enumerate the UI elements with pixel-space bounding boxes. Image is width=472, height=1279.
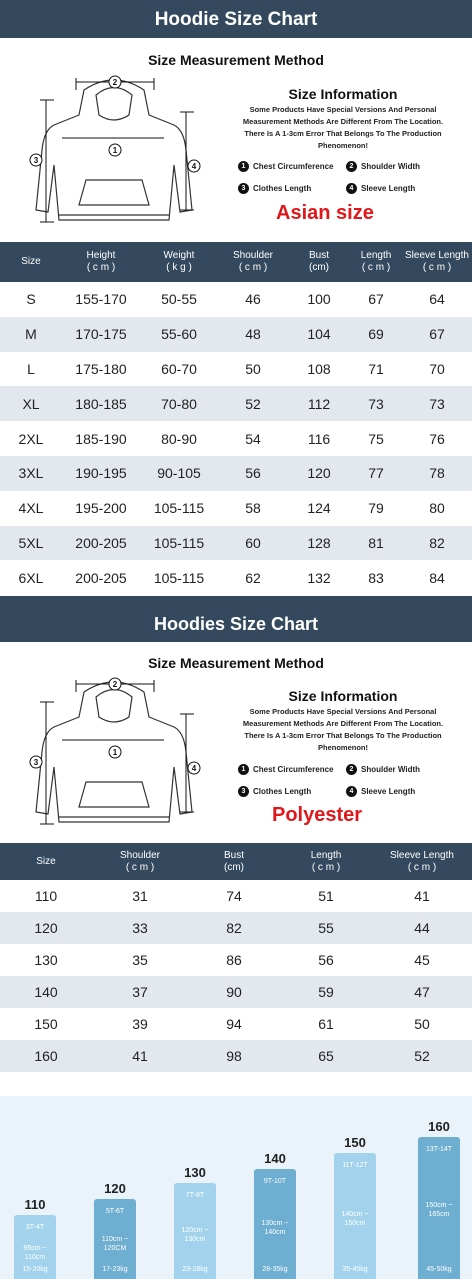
bar-size-label: 150 [344, 1135, 366, 1150]
table-cell: 200-205 [75, 569, 127, 586]
header-line-2: ( c m ) [86, 262, 116, 273]
table-cell: 90 [226, 984, 242, 1000]
header-line-1: Bust [308, 250, 329, 261]
table-cell: 39 [132, 1016, 148, 1032]
kids-method-title: Size Measurement Method [148, 655, 324, 671]
table-cell: 37 [132, 984, 148, 1000]
table-cell: 128 [307, 534, 331, 551]
kids-table-body [0, 880, 472, 1072]
table-cell: 105-115 [153, 569, 205, 586]
table-header-cell [402, 250, 472, 274]
table-cell: 64 [429, 291, 445, 308]
table-cell: 47 [414, 984, 430, 1000]
header-line-1: Length [360, 250, 392, 261]
table-cell: 124 [307, 500, 331, 517]
table-cell: 41 [414, 888, 430, 904]
legend-label: Shoulder Width [361, 764, 421, 774]
bar-weight: 15-20kg [22, 1266, 48, 1273]
svg-text:4: 4 [191, 162, 197, 171]
table-cell: 100 [307, 291, 331, 308]
bar-height: 140cm ~ 150cm [341, 1211, 369, 1227]
table-cell: 69 [368, 326, 384, 343]
table-cell: 116 [307, 430, 331, 447]
legend-num: 4 [346, 183, 357, 194]
table-cell: 73 [368, 395, 384, 412]
header-line-2: ( c m ) [361, 262, 391, 273]
header-line-2: (cm) [309, 262, 329, 273]
bar-age: 11T-12T [342, 1162, 368, 1169]
header-line-1: Length [310, 849, 342, 861]
table-cell: 120 [307, 465, 331, 482]
adult-table-header [0, 242, 472, 282]
table-header-cell [140, 250, 218, 274]
kids-size-info [232, 688, 454, 754]
legend-num: 3 [238, 183, 249, 194]
table-header-cell [188, 850, 280, 874]
size-bar [94, 1199, 136, 1279]
svg-text:3: 3 [33, 758, 39, 767]
table-header-cell [372, 850, 472, 874]
table-cell: XL [22, 395, 40, 412]
header-line-1: Size [21, 256, 41, 267]
table-header-cell [280, 850, 372, 874]
table-cell: 67 [368, 291, 384, 308]
table-cell: 77 [368, 465, 384, 482]
bar-weight: 28-35kg [262, 1266, 288, 1273]
table-cell: 150 [34, 1016, 58, 1032]
table-cell: 44 [414, 920, 430, 936]
table-row [0, 456, 472, 491]
top-legend [238, 155, 468, 199]
bar-height: 130cm ~ 140cm [261, 1220, 289, 1236]
table-cell: M [25, 326, 37, 343]
legend-label: Sleeve Length [361, 183, 416, 193]
table-cell: 6XL [18, 569, 44, 586]
header-line-1: Sleeve Length [390, 849, 454, 861]
table-header-cell [62, 250, 140, 274]
kids-banner: Hoodies Size Chart [0, 596, 472, 642]
polyester-tag: Polyester [272, 804, 363, 826]
table-cell: 56 [245, 465, 261, 482]
kids-table-header [0, 843, 472, 880]
hoodie-diagram-kids [14, 672, 214, 832]
table-header-cell [288, 250, 350, 274]
table-row [0, 1040, 472, 1072]
table-cell: 51 [318, 888, 334, 904]
bar-size-label: 140 [264, 1151, 286, 1166]
table-cell: 140 [34, 984, 58, 1000]
table-cell: 59 [318, 984, 334, 1000]
table-cell: 74 [226, 888, 242, 904]
table-cell: 31 [132, 888, 148, 904]
top-size-info [232, 86, 454, 152]
table-cell: 112 [307, 395, 331, 412]
table-cell: S [26, 291, 36, 308]
table-row [0, 386, 472, 421]
bar-weight: 17-23kg [102, 1266, 128, 1273]
legend-num: 3 [238, 786, 249, 797]
hoodie-diagram-top [14, 70, 214, 230]
table-cell: 132 [307, 569, 331, 586]
table-cell: 45 [414, 952, 430, 968]
table-cell: 33 [132, 920, 148, 936]
header-line-2: ( c m ) [422, 262, 452, 273]
table-cell: 3XL [18, 465, 44, 482]
asian-size-tag: Asian size [276, 202, 374, 224]
header-line-2: ( c m ) [311, 861, 341, 873]
bar-height: 110cm ~ 120CM [101, 1236, 129, 1252]
table-cell: 84 [429, 569, 445, 586]
table-cell: 130 [34, 952, 58, 968]
table-cell: 108 [307, 360, 331, 377]
table-cell: 94 [226, 1016, 242, 1032]
header-line-1: Weight [163, 250, 195, 261]
table-cell: 81 [368, 534, 384, 551]
top-banner: Hoodie Size Chart [0, 0, 472, 38]
table-header-cell [92, 850, 188, 874]
table-row [0, 976, 472, 1008]
header-line-2: ( c m ) [407, 861, 437, 873]
header-line-2: (cm) [224, 861, 244, 873]
table-row [0, 912, 472, 944]
table-cell: 5XL [18, 534, 44, 551]
bar-height: 120cm ~ 130cm [181, 1227, 209, 1243]
bar-weight: 23-28kg [182, 1266, 208, 1273]
svg-text:4: 4 [191, 764, 197, 773]
legend-label: Clothes Length [253, 786, 312, 796]
table-cell: 67 [429, 326, 445, 343]
table-cell: 4XL [18, 500, 44, 517]
header-line-1: Sleeve Length [405, 250, 469, 261]
table-cell: 54 [245, 430, 261, 447]
table-cell: 180-185 [75, 395, 127, 412]
table-cell: 62 [245, 569, 261, 586]
table-cell: 50 [414, 1016, 430, 1032]
svg-text:1: 1 [112, 748, 118, 757]
table-cell: 80 [429, 500, 445, 517]
table-cell: 60 [245, 534, 261, 551]
svg-text:2: 2 [112, 680, 118, 689]
table-cell: 86 [226, 952, 242, 968]
table-cell: 56 [318, 952, 334, 968]
bar-height: 95cm ~ 110cm [23, 1245, 47, 1261]
bar-size-label: 160 [428, 1119, 450, 1134]
bar-weight: 45-50kg [426, 1266, 452, 1273]
table-cell: 105-115 [153, 534, 205, 551]
legend-num: 1 [238, 764, 249, 775]
table-cell: 82 [226, 920, 242, 936]
legend-label: Shoulder Width [361, 161, 421, 171]
table-header-cell [350, 250, 402, 274]
kids-info-title: Size Information [288, 688, 398, 704]
kids-height-bars [0, 1096, 472, 1279]
table-row [0, 880, 472, 912]
table-cell: L [27, 360, 35, 377]
size-bar [334, 1153, 376, 1279]
size-bar [174, 1183, 216, 1279]
table-cell: 80-90 [161, 430, 197, 447]
table-cell: 46 [245, 291, 261, 308]
legend-label: Clothes Length [253, 183, 312, 193]
table-cell: 98 [226, 1048, 242, 1064]
header-line-2: ( k g ) [166, 262, 192, 273]
bar-size-label: 130 [184, 1165, 206, 1180]
header-line-2: ( c m ) [125, 861, 155, 873]
bar-height: 150cm ~ 165cm [425, 1202, 453, 1218]
svg-text:2: 2 [112, 78, 118, 87]
table-cell: 55 [318, 920, 334, 936]
bar-age: 13T-14T [425, 1146, 453, 1153]
header-line-1: Size [36, 855, 56, 867]
table-row [0, 526, 472, 561]
bar-age: 5T-6T [105, 1208, 125, 1215]
table-row [0, 944, 472, 976]
kids-legend [238, 758, 468, 802]
table-cell: 190-195 [75, 465, 127, 482]
table-cell: 52 [245, 395, 261, 412]
kids-info-desc: Some Products Have Special Versions And Personal Measurement Methods Are Different From The Location. There Is A 1-3cm Error That Belongs To The Production Phenomenon! [242, 707, 444, 752]
table-row [0, 1008, 472, 1040]
bar-age: 3T-4T [25, 1224, 45, 1231]
header-line-1: Shoulder [119, 849, 161, 861]
legend-num: 2 [346, 161, 357, 172]
bar-size-label: 120 [104, 1181, 126, 1196]
size-bar [418, 1137, 460, 1279]
table-cell: 185-190 [75, 430, 127, 447]
table-cell: 104 [307, 326, 331, 343]
table-cell: 200-205 [75, 534, 127, 551]
table-cell: 48 [245, 326, 261, 343]
table-cell: 50 [245, 360, 261, 377]
table-header-cell [0, 256, 62, 268]
adult-table-body [0, 282, 472, 595]
table-cell: 110 [34, 888, 58, 904]
table-cell: 52 [414, 1048, 430, 1064]
table-cell: 82 [429, 534, 445, 551]
bar-age: 9T-10T [263, 1178, 287, 1185]
table-cell: 58 [245, 500, 261, 517]
table-cell: 175-180 [75, 360, 127, 377]
table-cell: 90-105 [157, 465, 201, 482]
legend-num: 4 [346, 786, 357, 797]
table-cell: 120 [34, 920, 58, 936]
table-cell: 75 [368, 430, 384, 447]
table-cell: 155-170 [75, 291, 127, 308]
table-cell: 60-70 [161, 360, 197, 377]
table-row [0, 560, 472, 595]
table-cell: 50-55 [161, 291, 197, 308]
table-header-cell [0, 856, 92, 868]
table-cell: 35 [132, 952, 148, 968]
table-row [0, 491, 472, 526]
legend-num: 1 [238, 161, 249, 172]
table-cell: 195-200 [75, 500, 127, 517]
table-cell: 70-80 [161, 395, 197, 412]
bar-size-label: 110 [24, 1197, 46, 1212]
table-cell: 71 [368, 360, 384, 377]
header-line-1: Bust [223, 849, 244, 861]
table-row [0, 421, 472, 456]
legend-label: Chest Circumference [253, 161, 334, 171]
table-header-cell [218, 250, 288, 274]
table-row [0, 282, 472, 317]
top-info-desc: Some Products Have Special Versions And Personal Measurement Methods Are Different From The Location. There Is A 1-3cm Error That Belongs To The Production Phenomenon! [242, 105, 444, 150]
table-cell: 65 [318, 1048, 334, 1064]
table-cell: 41 [132, 1048, 148, 1064]
table-row [0, 317, 472, 352]
top-info-title: Size Information [288, 86, 398, 102]
table-cell: 70 [429, 360, 445, 377]
bar-weight: 35-45kg [342, 1266, 368, 1273]
table-cell: 61 [318, 1016, 334, 1032]
table-cell: 78 [429, 465, 445, 482]
table-cell: 79 [368, 500, 384, 517]
table-cell: 2XL [18, 430, 44, 447]
table-cell: 55-60 [161, 326, 197, 343]
svg-text:3: 3 [33, 156, 39, 165]
bar-age: 7T-8T [185, 1192, 205, 1199]
header-line-1: Height [86, 250, 116, 261]
header-line-2: ( c m ) [238, 262, 268, 273]
table-cell: 105-115 [153, 500, 205, 517]
legend-label: Chest Circumference [253, 764, 334, 774]
legend-label: Sleeve Length [361, 786, 416, 796]
size-bar [14, 1215, 56, 1279]
table-cell: 73 [429, 395, 445, 412]
table-cell: 83 [368, 569, 384, 586]
svg-text:1: 1 [112, 146, 118, 155]
table-cell: 160 [34, 1048, 58, 1064]
table-cell: 170-175 [75, 326, 127, 343]
table-row [0, 352, 472, 387]
top-method-title: Size Measurement Method [148, 52, 324, 68]
header-line-1: Shoulder [232, 250, 274, 261]
table-cell: 76 [429, 430, 445, 447]
legend-num: 2 [346, 764, 357, 775]
size-bar [254, 1169, 296, 1279]
